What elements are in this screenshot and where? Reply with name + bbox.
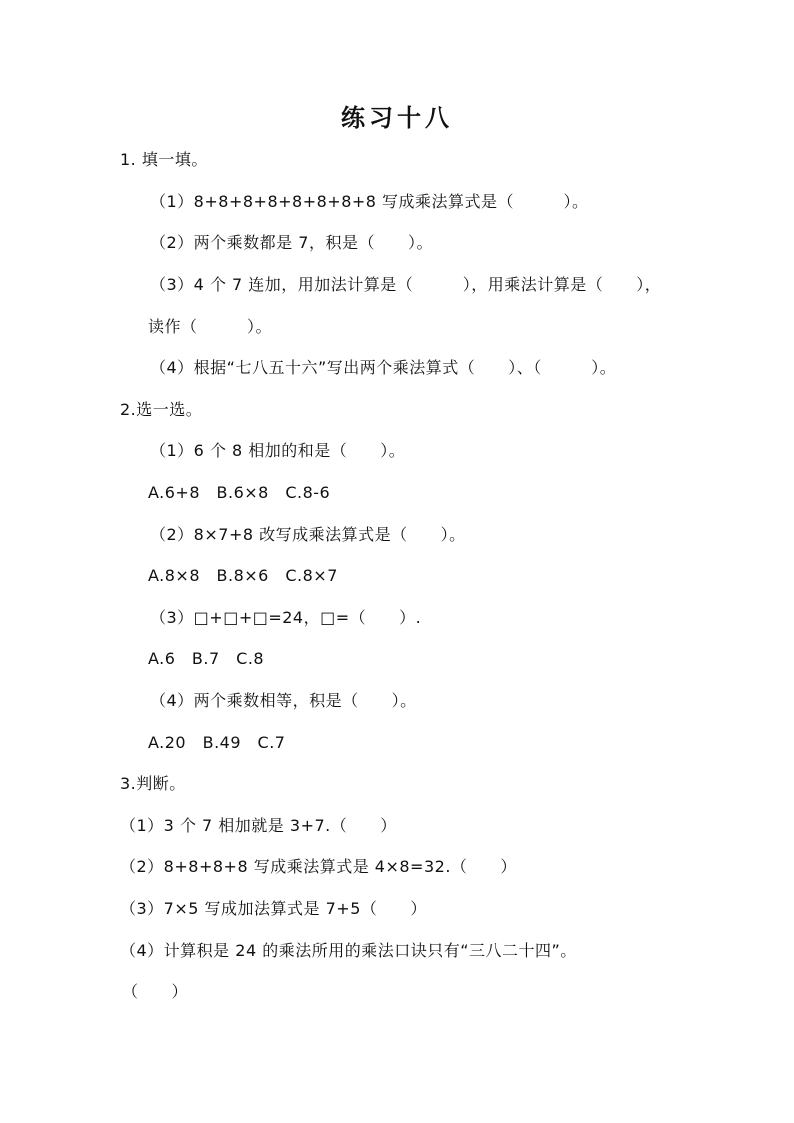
- section2-question-2-options: A.8×8 B.8×6 C.8×7: [148, 566, 338, 585]
- section3-question-4: （4）计算积是 24 的乘法所用的乘法口诀只有“三八二十四”。: [120, 941, 577, 960]
- section2-question-4: （4）两个乘数相等，积是（ ）。: [150, 691, 417, 710]
- section1-question-3: （3）4 个 7 连加，用加法计算是（ ），用乘法计算是（ ），: [150, 275, 662, 294]
- section3-question-4-blank: （ ）: [122, 982, 189, 1001]
- section3-question-3: （3）7×5 写成加法算式是 7+5（ ）: [120, 899, 427, 918]
- section1-question-1: （1）8+8+8+8+8+8+8+8 写成乘法算式是（ ）。: [150, 192, 589, 211]
- section1-question-3-continued: 读作（ ）。: [148, 317, 273, 336]
- page-title: 练习十八: [341, 104, 453, 132]
- section2-question-2: （2）8×7+8 改写成乘法算式是（ ）。: [150, 525, 466, 544]
- section1-question-4: （4）根据“七八五十六”写出两个乘法算式（ ）、（ ）。: [150, 358, 617, 377]
- section3-heading: 3.判断。: [120, 774, 186, 793]
- section2-question-3: （3）□+□+□=24，□=（ ）.: [150, 608, 422, 627]
- section1-question-2: （2）两个乘数都是 7，积是（ ）。: [150, 233, 433, 252]
- section1-heading: 1. 填一填。: [120, 150, 208, 169]
- section3-question-2: （2）8+8+8+8 写成乘法算式是 4×8=32.（ ）: [120, 857, 517, 876]
- section2-question-4-options: A.20 B.49 C.7: [148, 733, 286, 752]
- section2-question-1-options: A.6+8 B.6×8 C.8-6: [148, 483, 331, 502]
- section2-question-1: （1）6 个 8 相加的和是（ ）。: [150, 441, 406, 460]
- section3-question-1: （1）3 个 7 相加就是 3+7.（ ）: [120, 816, 397, 835]
- section2-heading: 2.选一选。: [120, 400, 203, 419]
- section2-question-3-options: A.6 B.7 C.8: [148, 649, 265, 668]
